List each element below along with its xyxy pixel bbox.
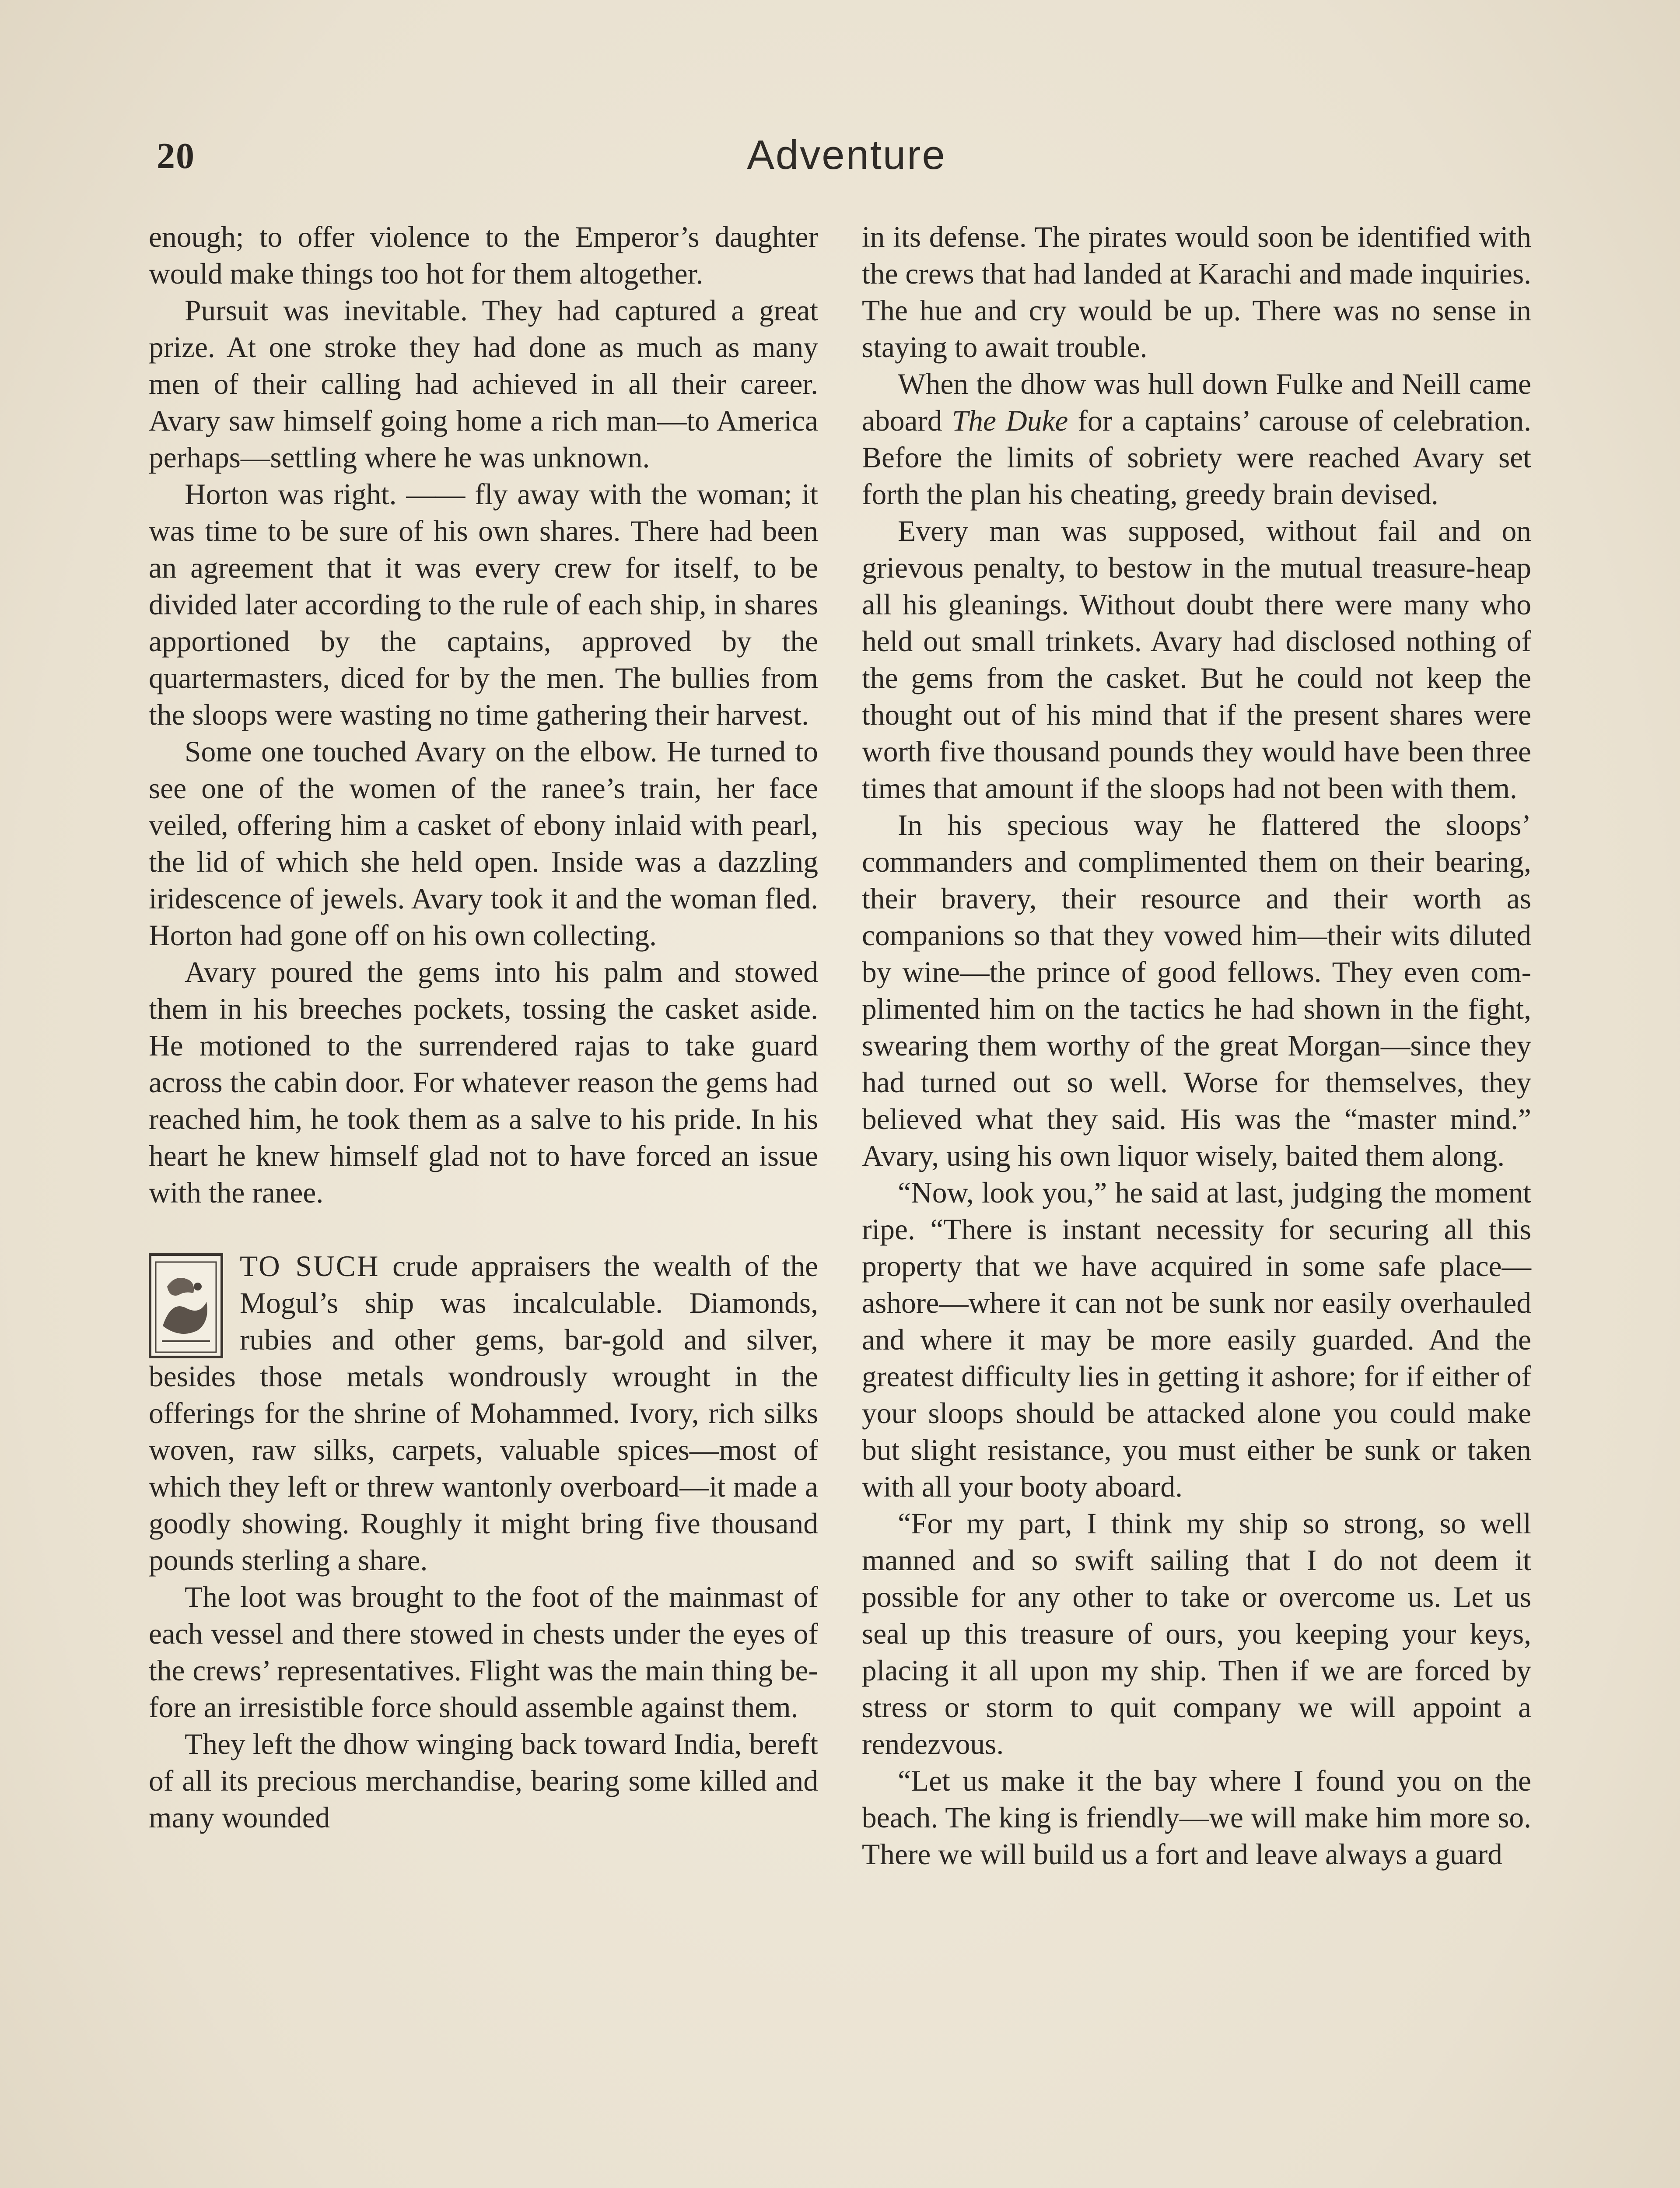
right-column	[862, 219, 1531, 1873]
section-break	[149, 1211, 818, 1248]
paragraph: Every man was supposed, without fail and on grievous penalty, to bestow in the mutual treasure-heap all his gleanings. Without doubt there were many who held out small trinkets. Avary had disclosed nothing of the gems from the casket. But he could not keep the thought out of his mind that if the present shares were worth five thousand pounds they would have been three times that amount if the sloops had not been with them.	[862, 515, 1531, 805]
paragraph: “Now, look you,” he said at last, judging the moment ripe. “There is instant necessity for securing all this property that we have acquired in some safe place—ashore—where it can not be sunk nor easily overhauled and where it may be more easily guarded. And the greatest difficulty lies in getting it ashore; for if either of your sloops should be attacked alone you could make but slight resistance, you must either be sunk or taken with all your booty aboard.	[862, 1176, 1531, 1503]
paragraph: The loot was brought to the foot of the mainmast of each vessel and there stowed in chests under the eyes of the crews’ representatives. Flight was the main thing before an irresistible force should assemble against them.	[149, 1581, 818, 1724]
running-title: Adventure	[747, 132, 946, 178]
paragraph: They left the dhow winging back toward India, bereft of all its precious merchandise, bearing some killed and many wounded	[149, 1728, 818, 1834]
paragraph: enough; to offer violence to the Emperor’s daughter would make things too hot for them altogether.	[149, 221, 818, 290]
left-column	[149, 219, 818, 1836]
paragraph-text: for a captains’ carouse of celebration. Before the limits of sobriety were reached Avary set forth the plan his cheating, greedy brain devised.	[862, 404, 1531, 511]
paragraph: Some one touched Avary on the elbow. He turned to see one of the women of the ranee’s train, her face veiled, offering him a casket of ebony inlaid with pearl, the lid of which she held open. Inside was a dazzling iridescence of jewels. Avary took it and the woman fled. Horton had gone off on his own collecting.	[149, 735, 818, 952]
paragraph: In his specious way he flattered the sloops’ commanders and complimented them on their bearing, their bravery, their resource and their worth as companions so that they vowed him—their wits diluted by wine—the prince of good fellows. They even complimented him on the tactics he had shown in the fight, swearing them worthy of the great Morgan—since they had turned out so well. Worse for themselves, they believed what they said. His was the “master mind.” Avary, using his own liquor wisely, baited them along.	[862, 809, 1531, 1172]
page-number: 20	[157, 136, 195, 176]
paragraph: Avary poured the gems into his palm and stowed them in his breeches pockets, tossing the casket aside. He motioned to the surrendered rajas to take guard across the cabin door. For whatever reason the gems had reached him, he took them as a salve to his pride. In his heart he knew himself glad not to have forced an issue with the ranee.	[149, 956, 818, 1209]
paragraph: Horton was right. —— fly away with the woman; it was time to be sure of his own shares. There had been an agreement that it was every crew for itself, to be divided later according to the rule of each ship, in shares apportioned by the captains, approved by the quartermasters, diced for by the men. The bullies from the sloops were wasting no time gathering their harvest.	[149, 478, 818, 731]
page-header	[149, 127, 1544, 188]
paragraph-text: When the dhow was hull down Fulke and Neill came aboard	[862, 368, 1531, 437]
ship-name: The Duke	[952, 404, 1068, 437]
lead-in-text: TO SUCH	[240, 1250, 380, 1283]
paragraph: “For my part, I think my ship so strong, so well manned and so swift sailing that I do not deem it possible for any other to take or overcome us. Let us seal up this treasure of ours, you keeping your keys, placing it all upon my ship. Then if we are forced by stress or storm to quit company we will appoint a rendezvous.	[862, 1507, 1531, 1760]
paragraph: in its defense. The pirates would soon be identified with the crews that had landed at Karachi and made inquiries. The hue and cry would be up. There was no sense in staying to await trouble.	[862, 221, 1531, 364]
section-opening-paragraph	[149, 1248, 818, 1579]
paragraph	[862, 366, 1531, 513]
decorative-vignette-icon	[149, 1253, 223, 1358]
paragraph-text: crude appraisers the wealth of the Mogul’s ship was incalculable. Diamonds, rubies and other gems, bar-gold and silver, besides those metals wondrously wrought in the offerings for the shrine of Mohammed. Ivory, rich silks woven, raw silks, carpets, valuable spices—most of which they left or threw wantonly overboard—it made a goodly showing. Roughly it might bring five thousand pounds sterling a share.	[149, 1250, 818, 1577]
paragraph: Pursuit was inevitable. They had captured a great prize. At one stroke they had done as much as many men of their calling had achieved in all their career. Avary saw himself going home a rich man—to America perhaps—settling where he was unknown.	[149, 294, 818, 474]
paragraph: “Let us make it the bay where I found you on the beach. The king is friendly—we will make him more so. There we will build us a fort and leave always a guard	[862, 1764, 1531, 1871]
